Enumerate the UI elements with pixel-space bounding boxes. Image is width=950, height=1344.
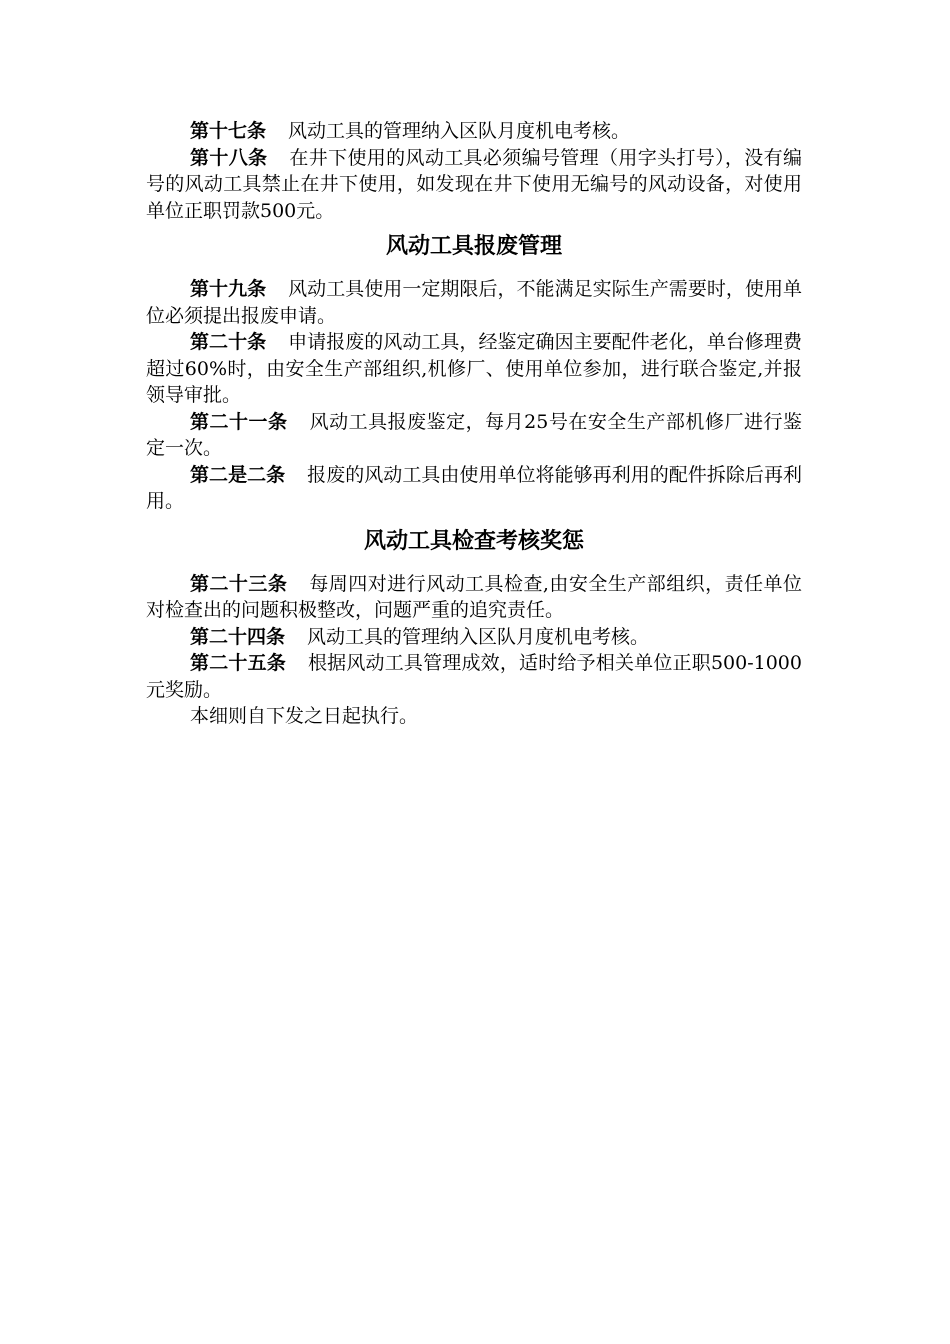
article-text: 申请报废的风动工具，经鉴定确因主要配件老化，单台修理费超过60%时，由安全生产部组织,机修厂、使用单位参加，进行联合鉴定,并报领导审批。: [146, 331, 802, 406]
article-text: 风动工具的管理纳入区队月度机电考核。: [288, 120, 631, 142]
article-label: 第十八条: [190, 146, 268, 169]
document-page: [146, 118, 802, 730]
article-19: [146, 276, 802, 329]
article-25: [146, 650, 802, 703]
article-18: [146, 145, 802, 225]
article-text: 根据风动工具管理成效，适时给予相关单位正职500-1000元奖励。: [146, 652, 802, 701]
article-label: 第二是二条: [190, 463, 286, 486]
article-label: 第二十四条: [190, 625, 286, 648]
section-heading-scrap-management: 风动工具报废管理: [385, 234, 562, 259]
article-21: [146, 409, 802, 462]
closing-statement: 本细则自下发之日起执行。: [190, 705, 419, 727]
article-label: 第二十三条: [190, 572, 288, 595]
article-24: [146, 624, 802, 651]
article-23: [146, 571, 802, 624]
article-text: 在井下使用的风动工具必须编号管理（用字头打号），没有编号的风动工具禁止在井下使用，如发现在井下使用无编号的风动设备，对使用单位正职罚款500元。: [146, 146, 802, 222]
article-20: [146, 329, 802, 409]
article-text: 风动工具的管理纳入区队月度机电考核。: [307, 625, 650, 648]
article-label: 第二十一条: [190, 410, 288, 433]
article-label: 第十七条: [190, 120, 267, 142]
article-text: 风动工具使用一定期限后，不能满足实际生产需要时，使用单位必须提出报废申请。: [146, 278, 802, 327]
article-label: 第二十条: [190, 331, 267, 353]
article-text: 每周四对进行风动工具检查,由安全生产部组织，责任单位对检查出的问题积极整改，问题严重的追究责任。: [146, 572, 802, 621]
article-text: 报废的风动工具由使用单位将能够再利用的配件拆除后再利用。: [146, 463, 802, 512]
article-label: 第十九条: [190, 278, 267, 300]
article-17: [146, 118, 802, 145]
article-text: 风动工具报废鉴定，每月25号在安全生产部机修厂进行鉴定一次。: [146, 410, 802, 459]
article-22: [146, 462, 802, 515]
section-heading-inspection-rewards: 风动工具检查考核奖惩: [363, 528, 584, 554]
article-label: 第二十五条: [190, 652, 286, 674]
